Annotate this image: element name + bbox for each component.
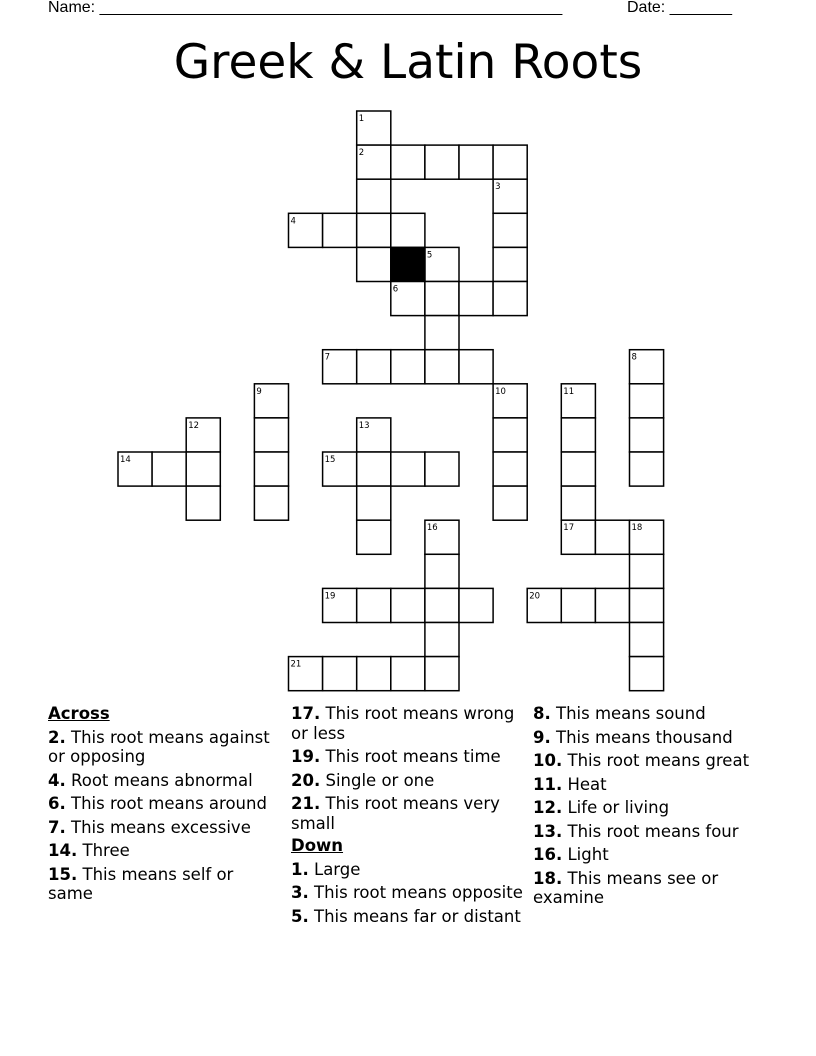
- cell-number: 20: [529, 591, 541, 602]
- grid-cell[interactable]: [630, 452, 664, 486]
- grid-cell[interactable]: [391, 452, 425, 486]
- grid-cell[interactable]: [357, 452, 391, 486]
- grid-cell[interactable]: [391, 145, 425, 179]
- clue-number: 15.: [48, 864, 78, 884]
- cell-number: 19: [324, 591, 336, 602]
- clue-text: Heat: [567, 774, 607, 794]
- clue-number: 14.: [48, 841, 78, 860]
- cell-number: 3: [495, 182, 501, 193]
- grid-cell[interactable]: [323, 350, 357, 384]
- clue-number: 16.: [533, 845, 563, 864]
- clue-text: This means far or distant: [314, 906, 521, 926]
- clue-text: Single or one: [325, 770, 435, 790]
- grid-cell[interactable]: [425, 350, 459, 384]
- grid-cell[interactable]: [630, 418, 664, 452]
- clue-item: [533, 845, 773, 865]
- across-clue-list: [48, 728, 278, 904]
- grid-cell[interactable]: [391, 213, 425, 247]
- cell-number: 2: [358, 148, 365, 159]
- grid-cell[interactable]: [561, 418, 595, 452]
- grid-cell[interactable]: [561, 486, 595, 520]
- cell-number: 10: [495, 386, 506, 397]
- grid-cell[interactable]: [391, 657, 425, 691]
- grid-cell[interactable]: [493, 486, 527, 520]
- clue-number: 5.: [291, 906, 309, 926]
- clue-number: 8.: [533, 704, 551, 723]
- grid-cell[interactable]: [493, 145, 527, 179]
- name-field-label: Name: ____________________________________________________: [48, 0, 563, 16]
- clue-text: This means excessive: [71, 817, 251, 837]
- grid-cell[interactable]: [323, 588, 357, 622]
- clue-text: This root means very small: [291, 794, 500, 833]
- grid-cell[interactable]: [527, 588, 561, 622]
- grid-cell[interactable]: [493, 247, 527, 281]
- clue-number: 12.: [533, 798, 563, 817]
- clues-column-2: [291, 700, 526, 926]
- grid-cell[interactable]: [425, 520, 459, 554]
- grid-cell[interactable]: [630, 623, 664, 657]
- clue-item: [291, 794, 526, 833]
- grid-cell[interactable]: [357, 145, 391, 179]
- cell-number: 12: [188, 420, 200, 431]
- cell-number: 17: [563, 523, 575, 534]
- clue-item: [291, 883, 526, 903]
- clue-text: This means sound: [556, 704, 706, 723]
- clue-item: [533, 775, 773, 795]
- cell-number: 18: [631, 523, 643, 534]
- grid-cell[interactable]: [186, 418, 220, 452]
- grid-cell[interactable]: [254, 486, 288, 520]
- grid-cell[interactable]: [186, 452, 220, 486]
- clue-text: This root means around: [71, 794, 267, 813]
- clue-item: [291, 771, 526, 791]
- grid-cell[interactable]: [357, 520, 391, 554]
- clue-number: 11.: [533, 774, 563, 794]
- cell-number: 14: [120, 455, 131, 465]
- down-heading: Down: [291, 836, 344, 855]
- clue-item: [48, 841, 278, 861]
- clue-text: This root means time: [325, 747, 501, 766]
- clue-text: Life or living: [567, 798, 670, 817]
- grid-cell[interactable]: [357, 247, 391, 281]
- clue-number: 13.: [533, 821, 563, 841]
- clues-column-3: [533, 700, 773, 908]
- clue-number: 4.: [48, 770, 66, 790]
- clue-item: [291, 747, 526, 767]
- clue-text: This means thousand: [556, 727, 733, 747]
- clue-text: This means see or examine: [533, 868, 719, 907]
- grid-cell[interactable]: [630, 554, 664, 588]
- page-title: Greek & Latin Roots: [173, 35, 643, 90]
- clue-item: [48, 794, 278, 814]
- clue-number: 21.: [291, 794, 321, 813]
- grid-cell[interactable]: [391, 588, 425, 622]
- cell-number: 1: [358, 114, 365, 124]
- grid-cell[interactable]: [630, 520, 664, 554]
- grid-cell[interactable]: [630, 657, 664, 691]
- clue-item: [533, 869, 773, 908]
- grid-cell[interactable]: [118, 452, 152, 486]
- clue-number: 9.: [533, 727, 551, 747]
- grid-cell[interactable]: [357, 350, 391, 384]
- cell-number: 16: [426, 523, 438, 534]
- grid-cell[interactable]: [595, 588, 629, 622]
- clue-item: [48, 818, 278, 838]
- clue-item: [533, 728, 773, 748]
- grid-cell[interactable]: [561, 588, 595, 622]
- clue-number: 6.: [48, 794, 66, 813]
- clue-number: 3.: [291, 883, 309, 902]
- grid-cell[interactable]: [357, 486, 391, 520]
- grid-cell[interactable]: [561, 384, 595, 418]
- cell-number: 5: [426, 250, 433, 261]
- cell-number: 7: [324, 352, 331, 363]
- clue-item: [48, 728, 278, 767]
- grid-cell[interactable]: [425, 247, 459, 281]
- clue-item: [533, 704, 773, 724]
- grid-cell[interactable]: [425, 145, 459, 179]
- down-clue-list-continued: [533, 704, 773, 908]
- black-square: [391, 247, 425, 281]
- cell-number: 11: [563, 386, 575, 397]
- clue-text: Large: [314, 859, 361, 879]
- grid-cell[interactable]: [425, 452, 459, 486]
- clues-column-1: [48, 700, 278, 904]
- clue-item: [533, 798, 773, 818]
- grid-cell[interactable]: [357, 213, 391, 247]
- grid-cell[interactable]: [493, 282, 527, 316]
- clue-text: This means self or same: [48, 864, 234, 903]
- across-clue-list-continued: [291, 704, 526, 833]
- grid-cell[interactable]: [459, 145, 493, 179]
- clue-text: This root means great: [567, 751, 750, 770]
- clue-text: This root means opposite: [314, 883, 523, 902]
- grid-cell[interactable]: [561, 452, 595, 486]
- clue-item: [48, 865, 278, 904]
- grid-cell[interactable]: [289, 213, 323, 247]
- grid-cell[interactable]: [254, 418, 288, 452]
- grid-cell[interactable]: [425, 554, 459, 588]
- clue-text: This root means wrong or less: [291, 704, 515, 743]
- grid-cell[interactable]: [323, 213, 357, 247]
- clue-item: [291, 860, 526, 880]
- grid-cell[interactable]: [323, 657, 357, 691]
- grid-cell[interactable]: [459, 282, 493, 316]
- down-clue-list: [291, 860, 526, 927]
- clue-number: 10.: [533, 751, 563, 770]
- grid-cell[interactable]: [493, 418, 527, 452]
- grid-cell[interactable]: [289, 657, 323, 691]
- clue-text: Three: [82, 841, 130, 860]
- grid-cell[interactable]: [425, 316, 459, 350]
- grid-cell[interactable]: [459, 350, 493, 384]
- grid-cell[interactable]: [323, 452, 357, 486]
- date-field-label: Date: _______: [627, 0, 732, 16]
- clue-text: Root means abnormal: [71, 770, 253, 790]
- grid-cell[interactable]: [630, 384, 664, 418]
- grid-cell[interactable]: [425, 282, 459, 316]
- clue-number: 1.: [291, 859, 309, 879]
- grid-cell[interactable]: [561, 520, 595, 554]
- grid-cell[interactable]: [630, 588, 664, 622]
- grid-cell[interactable]: [425, 588, 459, 622]
- clue-number: 20.: [291, 770, 321, 790]
- cell-number: 13: [358, 420, 370, 431]
- grid-cell[interactable]: [493, 179, 527, 213]
- cell-number: 4: [290, 216, 296, 227]
- clue-text: Light: [567, 845, 609, 864]
- clue-number: 17.: [291, 704, 321, 723]
- cell-number: 8: [631, 352, 637, 363]
- grid-cell[interactable]: [186, 486, 220, 520]
- clue-text: This root means against or opposing: [48, 727, 270, 766]
- clue-number: 2.: [48, 727, 66, 747]
- grid-cell[interactable]: [391, 282, 425, 316]
- grid-cell[interactable]: [595, 520, 629, 554]
- cell-number: 15: [324, 455, 336, 465]
- clue-item: [291, 704, 526, 743]
- grid-cell[interactable]: [493, 213, 527, 247]
- grid-cell[interactable]: [357, 179, 391, 213]
- clue-item: [533, 751, 773, 771]
- grid-cell[interactable]: [391, 350, 425, 384]
- cell-number: 21: [290, 659, 302, 670]
- clue-number: 18.: [533, 868, 563, 888]
- across-heading: Across: [48, 704, 110, 723]
- clue-item: [291, 907, 526, 927]
- grid-cell[interactable]: [357, 111, 391, 145]
- grid-cell[interactable]: [459, 588, 493, 622]
- grid-cell[interactable]: [357, 588, 391, 622]
- clue-number: 7.: [48, 817, 66, 837]
- grid-cell[interactable]: [493, 452, 527, 486]
- clue-item: [48, 771, 278, 791]
- grid-cell[interactable]: [254, 452, 288, 486]
- clue-item: [533, 822, 773, 842]
- cell-number: 6: [392, 284, 399, 295]
- grid-cell[interactable]: [493, 384, 527, 418]
- grid-cell[interactable]: [254, 384, 288, 418]
- grid-cell[interactable]: [630, 350, 664, 384]
- grid-cell[interactable]: [152, 452, 186, 486]
- grid-cell[interactable]: [357, 418, 391, 452]
- grid-cell[interactable]: [425, 657, 459, 691]
- grid-cell[interactable]: [357, 657, 391, 691]
- grid-cell[interactable]: [425, 623, 459, 657]
- clue-text: This root means four: [567, 821, 739, 841]
- cell-number: 9: [256, 386, 262, 397]
- clue-number: 19.: [291, 747, 321, 766]
